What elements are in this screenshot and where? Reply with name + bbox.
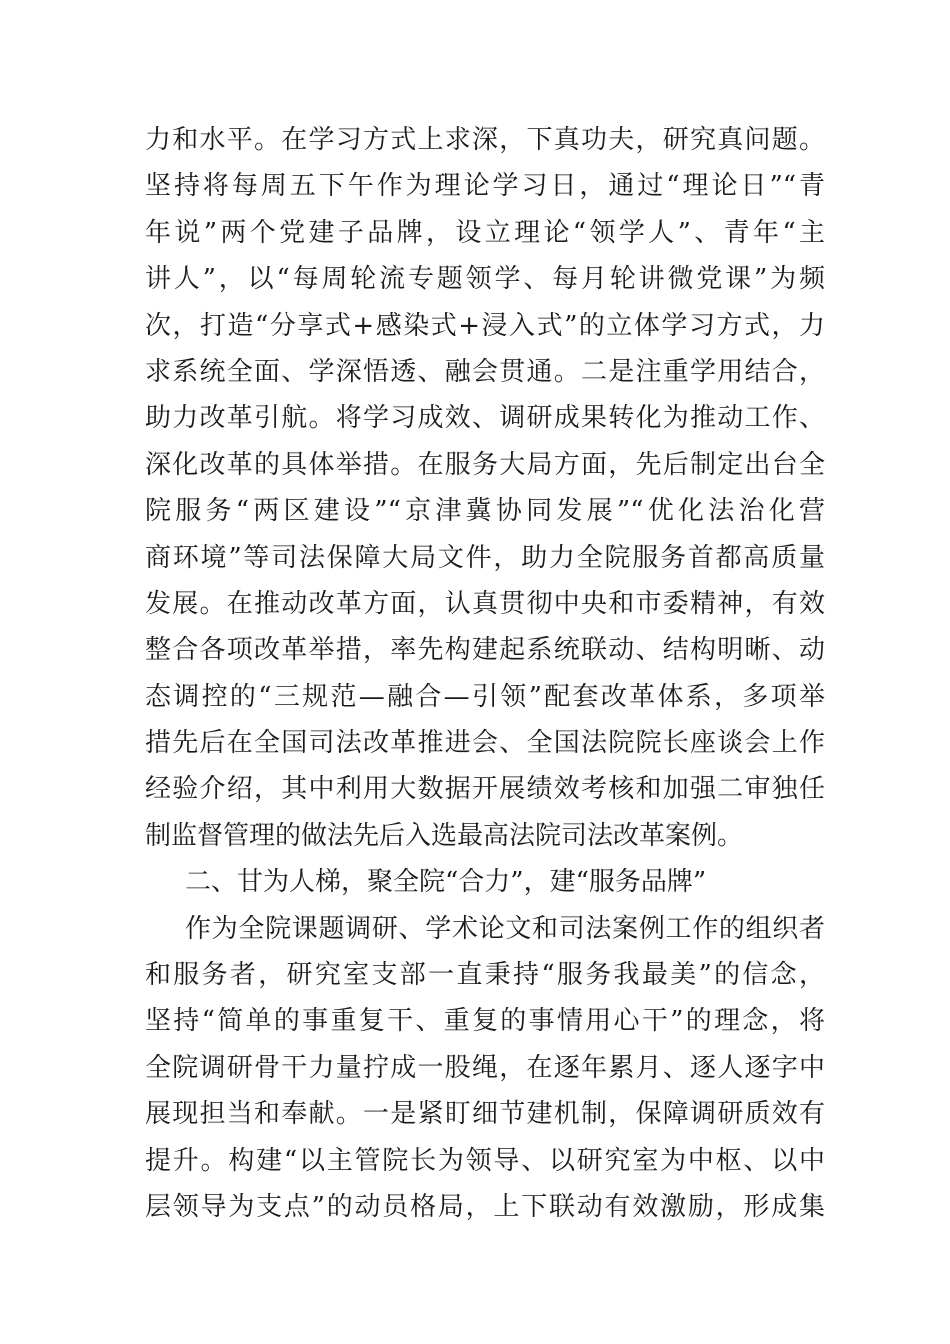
text-line: 经验介绍，其中利用大数据开展绩效考核和加强二审独任 — [145, 774, 825, 805]
text-line: 发展。在推动改革方面，认真贯彻中央和市委精神，有效 — [145, 588, 825, 619]
text-line: 和服务者，研究室支部一直秉持“服务我最美”的信念， — [145, 960, 825, 991]
paragraph-first-line: 作为全院课题调研、学术论文和司法案例工作的组织者 — [185, 913, 825, 944]
text-line: 商环境”等司法保障大局文件，助力全院服务首都高质量 — [145, 542, 825, 573]
text-line: 年说”两个党建子品牌，设立理论“领学人”、青年“主 — [145, 217, 825, 248]
paragraph-end-line: 制监督管理的做法先后入选最高法院司法改革案例。 — [145, 820, 744, 851]
text-line: 院服务“两区建设”“京津冀协同发展”“优化法治化营 — [145, 496, 825, 527]
text-line: 提升。构建“以主管院长为领导、以研究室为中枢、以中 — [145, 1145, 825, 1176]
text-line: 展现担当和奉献。一是紧盯细节建机制，保障调研质效有 — [145, 1099, 825, 1130]
text-line: 层领导为支点”的动员格局，上下联动有效激励，形成集 — [145, 1191, 825, 1222]
text-line: 次，打造“分享式+感染式+浸入式”的立体学习方式，力 — [145, 310, 825, 341]
text-line: 整合各项改革举措，率先构建起系统联动、结构明晰、动 — [145, 635, 825, 666]
text-line: 态调控的“三规范—融合—引领”配套改革体系，多项举 — [145, 681, 825, 712]
body-text — [145, 117, 825, 1230]
text-line: 讲人”，以“每周轮流专题领学、每月轮讲微党课”为频 — [145, 264, 825, 295]
text-line: 全院调研骨干力量拧成一股绳，在逐年累月、逐人逐字中 — [145, 1052, 825, 1083]
text-line: 求系统全面、学深悟透、融会贯通。二是注重学用结合， — [145, 356, 825, 387]
section-heading: 二、甘为人梯，聚全院“合力”，建“服务品牌” — [185, 867, 707, 898]
text-line: 坚持“简单的事重复干、重复的事情用心干”的理念，将 — [145, 1006, 825, 1037]
text-line: 助力改革引航。将学习成效、调研成果转化为推动工作、 — [145, 403, 825, 434]
text-line: 深化改革的具体举措。在服务大局方面，先后制定出台全 — [145, 449, 825, 480]
text-line: 坚持将每周五下午作为理论学习日，通过“理论日”“青 — [145, 171, 825, 202]
text-line: 力和水平。在学习方式上求深，下真功夫，研究真问题。 — [145, 125, 825, 155]
text-line: 措先后在全国司法改革推进会、全国法院院长座谈会上作 — [145, 728, 825, 759]
